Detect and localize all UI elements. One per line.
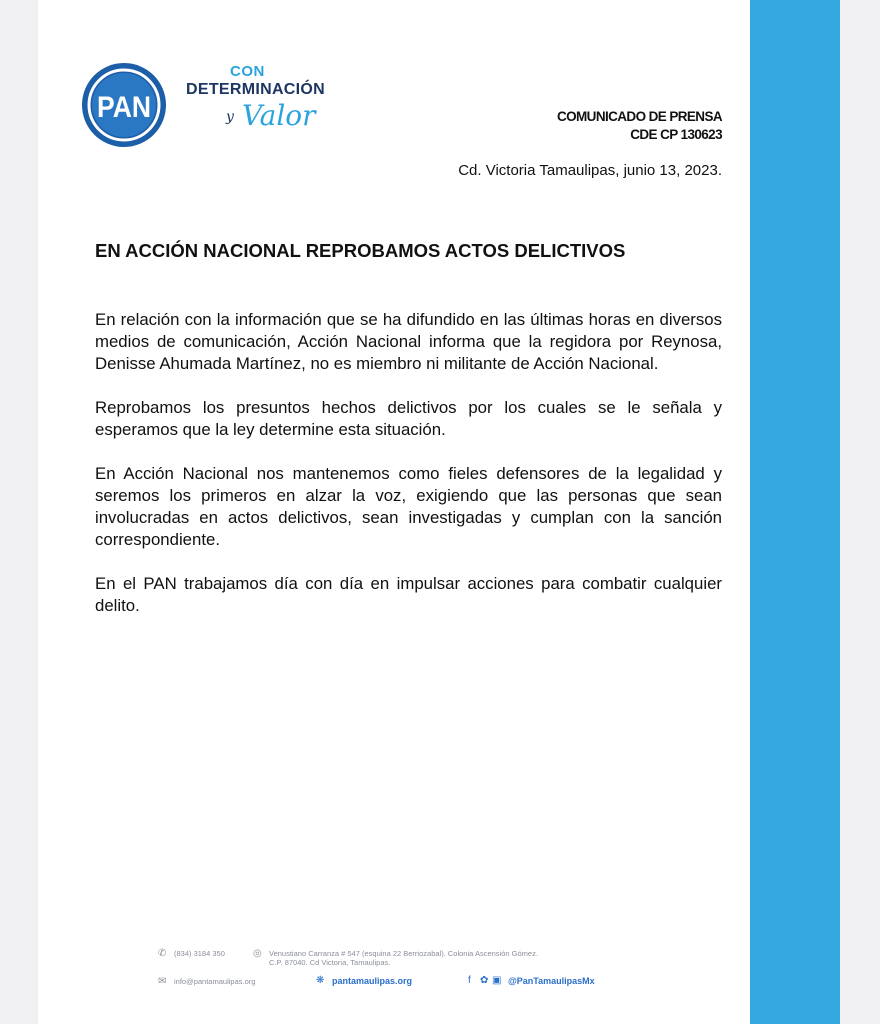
phone-icon: ✆	[158, 948, 167, 959]
footer-address-line2: C.P. 87040. Cd Victoria, Tamaulipas.	[269, 958, 391, 967]
paragraph: En el PAN trabajamos día con día en impulsar acciones para combatir cualquier delito.	[95, 574, 722, 615]
pan-logo-text: PAN	[97, 91, 151, 124]
location-pin-icon: ◎	[253, 948, 262, 959]
headline: EN ACCIÓN NACIONAL REPROBAMOS ACTOS DELICTIVOS	[95, 240, 626, 261]
body-text	[95, 309, 722, 639]
footer-website[interactable]: pantamaulipas.org	[332, 976, 413, 986]
footer-social-handle[interactable]: @PanTamaulipasMx	[508, 976, 595, 986]
pan-logo	[81, 62, 167, 148]
slogan-con: CON	[230, 63, 265, 80]
instagram-icon[interactable]: ▣	[492, 975, 502, 986]
paragraph: Reprobamos los presuntos hechos delictivos por los cuales se le señala y esperamos que la ley determine esta situación.	[95, 398, 722, 439]
slogan-main: DETERMINACIÓN	[186, 81, 326, 98]
paragraph: En relación con la información que se ha difundido en las últimas horas en diversos medios de comunicación, Acción Nacional informa que la regidora por Reynosa, Denisse Ahumada Martínez, no es miembro ni militante de Acción Nacional.	[95, 310, 722, 373]
paragraph: En Acción Nacional nos mantenemos como fieles defensores de la legalidad y seremos los primeros en alzar la voz, exigiendo que las personas que sean involucradas en actos delictivos, sean investigadas y cumplan con la sanción correspondiente.	[95, 464, 722, 549]
press-release-label	[557, 108, 722, 144]
release-type: COMUNICADO DE PRENSA	[556, 109, 722, 124]
blue-side-stripe	[750, 0, 840, 1024]
slogan-valor: Valor	[242, 99, 316, 132]
release-code: CDE CP 130623	[630, 127, 722, 142]
dateline: Cd. Victoria Tamaulipas, junio 13, 2023.	[458, 162, 722, 179]
facebook-icon[interactable]: f	[468, 975, 471, 986]
web-icon: ❋	[316, 975, 325, 986]
slogan-logo	[186, 64, 376, 146]
mail-icon: ✉	[158, 976, 167, 987]
footer-address-line1: Venustiano Carranza # 547 (esquina 22 Berriozabal). Colonia Ascensión Gómez.	[269, 949, 538, 958]
slogan-y: y	[226, 109, 234, 125]
footer-email[interactable]: info@pantamaulipas.org	[174, 977, 256, 986]
twitter-icon[interactable]: ✿	[480, 975, 489, 986]
footer-phone: (834) 3184 350	[174, 949, 225, 958]
